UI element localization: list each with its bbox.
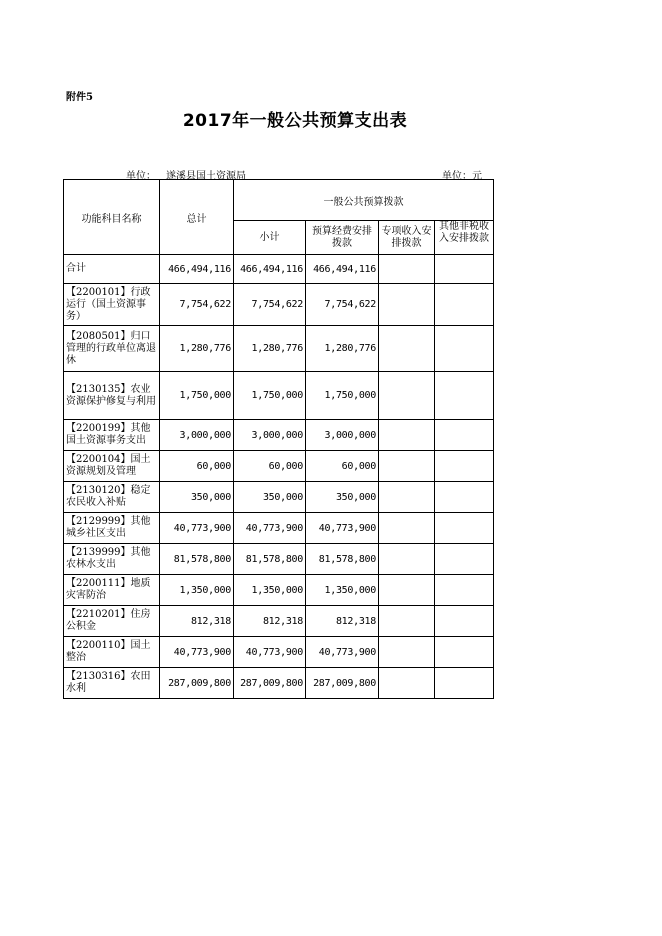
row-total-cell: 1,280,776 [160, 326, 234, 372]
row-name-cell: 【2130135】农业资源保护修复与利用 [64, 372, 160, 420]
row-other-cell [435, 668, 494, 699]
row-total-cell: 81,578,800 [160, 544, 234, 575]
row-subtotal-cell: 812,318 [234, 606, 306, 637]
row-subtotal-cell: 287,009,800 [234, 668, 306, 699]
table-row [64, 326, 494, 372]
table-row [64, 668, 494, 699]
row-budget-cell: 466,494,116 [306, 255, 379, 284]
row-name-cell: 【2200101】行政运行（国土资源事务） [64, 284, 160, 326]
row-total-cell: 40,773,900 [160, 637, 234, 668]
header-other-nontax [435, 221, 494, 255]
row-other-cell [435, 606, 494, 637]
row-budget-cell: 350,000 [306, 482, 379, 513]
row-subtotal-cell: 466,494,116 [234, 255, 306, 284]
row-subtotal-cell: 60,000 [234, 451, 306, 482]
row-special-cell [379, 482, 435, 513]
row-other-cell [435, 513, 494, 544]
row-special-cell [379, 372, 435, 420]
row-total-cell: 7,754,622 [160, 284, 234, 326]
row-name-cell: 【2200104】国土资源规划及管理 [64, 451, 160, 482]
row-total-cell: 40,773,900 [160, 513, 234, 544]
table-row [64, 482, 494, 513]
row-total-cell: 3,000,000 [160, 420, 234, 451]
table-row [64, 255, 494, 284]
row-special-cell [379, 606, 435, 637]
row-subtotal-cell: 350,000 [234, 482, 306, 513]
row-subtotal-cell: 3,000,000 [234, 420, 306, 451]
row-subtotal-cell: 40,773,900 [234, 513, 306, 544]
table-row [64, 575, 494, 606]
row-name-cell: 【2210201】住房公积金 [64, 606, 160, 637]
row-subtotal-cell: 1,350,000 [234, 575, 306, 606]
row-special-cell [379, 420, 435, 451]
row-name-cell: 【2200110】国土整治 [64, 637, 160, 668]
row-name-cell: 【2129999】其他城乡社区支出 [64, 513, 160, 544]
row-subtotal-cell: 1,750,000 [234, 372, 306, 420]
row-other-cell [435, 326, 494, 372]
page-title: 2017年一般公共预算支出表 [182, 111, 408, 131]
row-special-cell [379, 575, 435, 606]
row-subtotal-cell: 7,754,622 [234, 284, 306, 326]
row-name-cell: 【2200199】其他国土资源事务支出 [64, 420, 160, 451]
row-other-cell [435, 637, 494, 668]
row-special-cell [379, 255, 435, 284]
row-subtotal-cell: 81,578,800 [234, 544, 306, 575]
row-subtotal-cell: 1,280,776 [234, 326, 306, 372]
row-special-cell [379, 668, 435, 699]
header-other-nontax-text: 其他非税收入安排拨款 [439, 221, 489, 244]
row-budget-cell: 40,773,900 [306, 637, 379, 668]
budget-table [63, 179, 494, 699]
header-function-name: 功能科目名称 [64, 180, 160, 255]
table-row [64, 372, 494, 420]
row-other-cell [435, 451, 494, 482]
row-budget-cell: 812,318 [306, 606, 379, 637]
row-budget-cell: 287,009,800 [306, 668, 379, 699]
table-row [64, 284, 494, 326]
row-name-cell: 合计 [64, 255, 160, 284]
row-total-cell: 1,750,000 [160, 372, 234, 420]
row-name-cell: 【2130120】稳定农民收入补贴 [64, 482, 160, 513]
row-budget-cell: 3,000,000 [306, 420, 379, 451]
row-special-cell [379, 637, 435, 668]
row-other-cell [435, 544, 494, 575]
table-row [64, 606, 494, 637]
header-group: 一般公共预算拨款 [234, 180, 494, 221]
department-name: 遂溪县国土资源局 [166, 171, 246, 182]
row-total-cell: 466,494,116 [160, 255, 234, 284]
row-budget-cell: 1,280,776 [306, 326, 379, 372]
header-budget-funds: 预算经费安排拨款 [306, 221, 379, 255]
row-name-cell: 【2130316】农田水利 [64, 668, 160, 699]
row-special-cell [379, 284, 435, 326]
header-special-income: 专项收入安排拨款 [379, 221, 435, 255]
row-special-cell [379, 544, 435, 575]
row-special-cell [379, 326, 435, 372]
row-total-cell: 287,009,800 [160, 668, 234, 699]
row-name-cell: 【2080501】归口管理的行政单位离退休 [64, 326, 160, 372]
row-special-cell [379, 451, 435, 482]
row-other-cell [435, 482, 494, 513]
table-row [64, 637, 494, 668]
currency-unit: 单位：元 [442, 171, 482, 182]
row-total-cell: 60,000 [160, 451, 234, 482]
attachment-label: 附件5 [66, 92, 93, 103]
row-other-cell [435, 255, 494, 284]
row-other-cell [435, 284, 494, 326]
row-total-cell: 812,318 [160, 606, 234, 637]
table-row [64, 420, 494, 451]
row-other-cell [435, 372, 494, 420]
row-special-cell [379, 513, 435, 544]
table-row [64, 513, 494, 544]
row-other-cell [435, 420, 494, 451]
header-subtotal: 小计 [234, 221, 306, 255]
header-total: 总计 [160, 180, 234, 255]
row-total-cell: 350,000 [160, 482, 234, 513]
row-name-cell: 【2139999】其他农林水支出 [64, 544, 160, 575]
row-budget-cell: 81,578,800 [306, 544, 379, 575]
row-other-cell [435, 575, 494, 606]
table-row [64, 544, 494, 575]
row-budget-cell: 1,350,000 [306, 575, 379, 606]
unit-label: 单位： [126, 171, 156, 182]
row-name-cell: 【2200111】地质灾害防治 [64, 575, 160, 606]
row-budget-cell: 7,754,622 [306, 284, 379, 326]
row-budget-cell: 60,000 [306, 451, 379, 482]
row-budget-cell: 40,773,900 [306, 513, 379, 544]
row-subtotal-cell: 40,773,900 [234, 637, 306, 668]
row-total-cell: 1,350,000 [160, 575, 234, 606]
row-budget-cell: 1,750,000 [306, 372, 379, 420]
table-row [64, 451, 494, 482]
